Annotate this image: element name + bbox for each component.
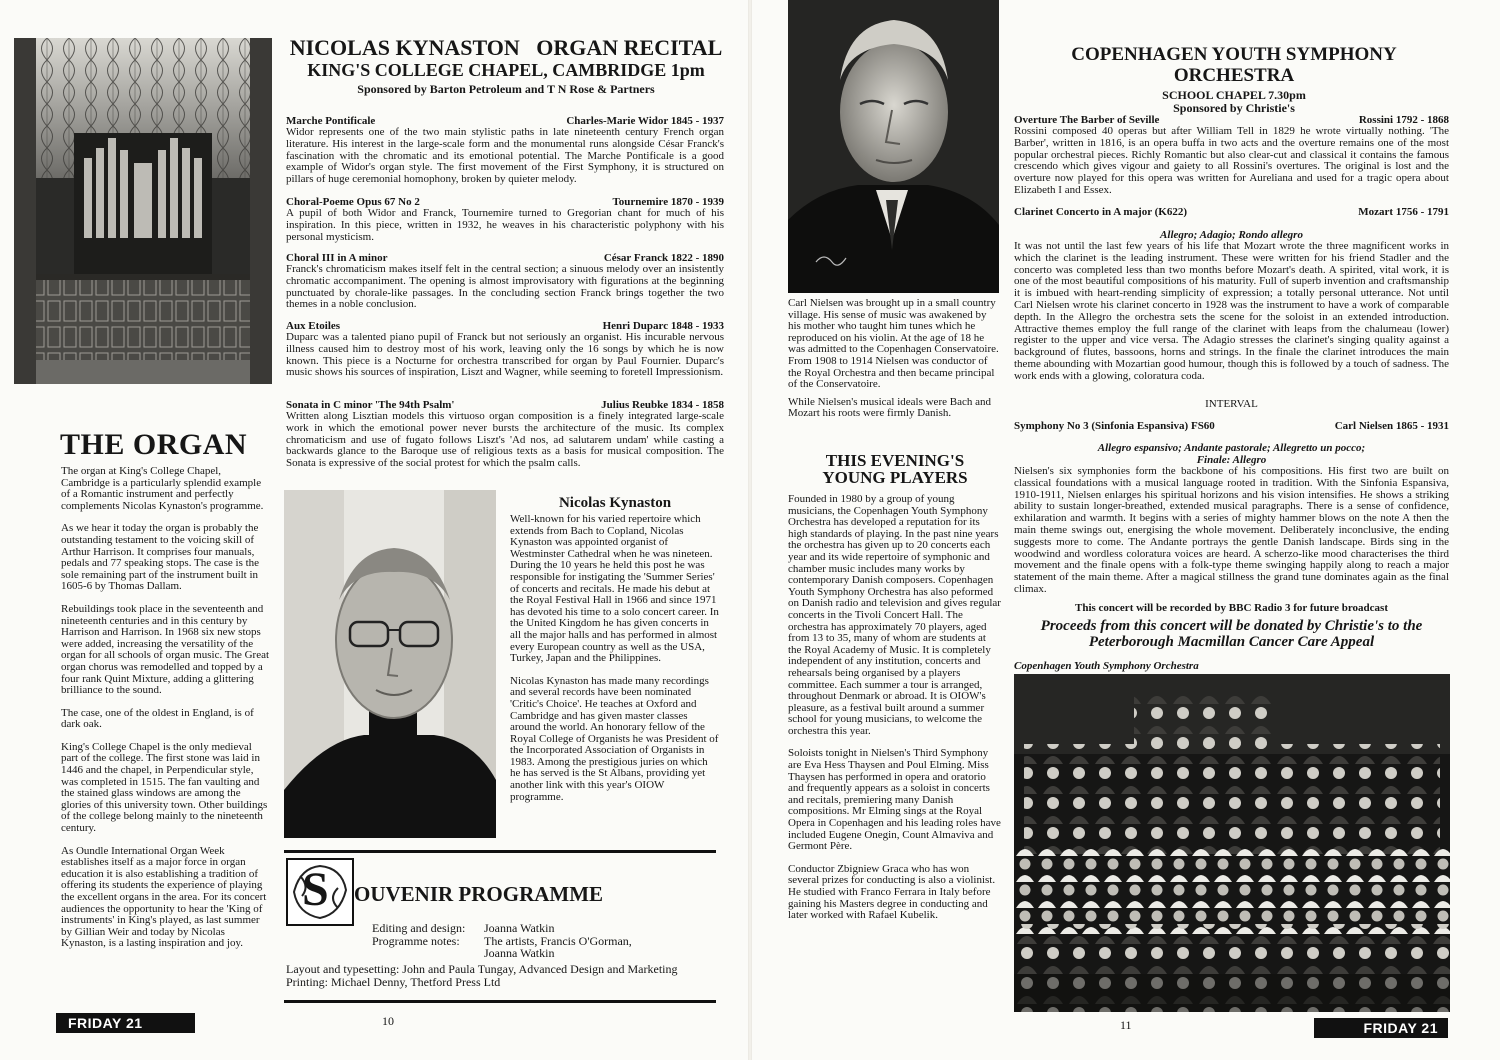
work-movements-2: Finale: Allegro xyxy=(1196,454,1267,466)
players-paragraph: Founded in 1980 by a group of young musicians, the Copenhagen Youth Symphony Orchestra has developed a reputation for its high standards of playing. In the past nine years the orchestra has given up to 20 concerts each year and its wide repertoire of symphonic and chamber music includes many works by contemporary Danish composers. Copenhagen Youth Symphony Orchestra has also peformed on Danish radio and television and gives regular concerts in the Tivoli Concert Hall. The orchestra has approximately 70 players, aged from 13 to 35, many of whom are students at the Royal Academy of Music. It is completely independent of any institution, concerts and rehearsals being organised by a players committee. Each summer a tour is arranged, throughout Denmark or abroad. It is OIOW's pleasure, as a festival built around a summer school for young musicians, to welcome the orchestra this year. xyxy=(788,493,1001,737)
souvenir-layout-credit: Layout and typesetting: John and Paula Tungay, Advanced Design and Marketing xyxy=(286,962,678,976)
piece-aux-etoiles xyxy=(286,320,724,379)
piece-choral-iii xyxy=(286,252,724,311)
organ-paragraph: As Oundle International Organ Week establishes itself as a major force in organ education it is also establishing a tradition of offering its students the experience of playing the excellent organs in the area. For its concert audiences the opportunity to hear the 'King of instruments' in King's played, as last summer by Gillian Weir and today by Nicolas Kynaston, is a lasting inspiration and joy. xyxy=(61,844,267,950)
piece-notes: Widor represents one of the two main stylistic paths in late nineteenth century French organ literature. His interest in the large-scale form and the monumental runs alongside César Franck's fascination with the chromatic and its emotional potential. The Marche Pontificale is a good example of Widor's organ style. The first movement of the First Symphony, it is structured on pillars of huge ceremonial homophony, broken by quieter melody. xyxy=(286,126,724,186)
organ-paragraph: King's College Chapel is the only medieval part of the college. The first stone was laid in 1446 and the chapel, in Perpendicular style, was completed in 1515. The fan vaulting and the stained glass windows are among the glories of this university town. Other buildings of the college belong mainly to the nineteenth century. xyxy=(61,740,268,835)
right-page xyxy=(752,0,1500,1060)
recital-header xyxy=(280,36,732,97)
concert-title-line-2: ORCHESTRA xyxy=(1173,65,1295,86)
work-title: Symphony No 3 (Sinfonia Espansiva) FS60 xyxy=(1014,420,1215,432)
piece-title: Choral III in A minor xyxy=(286,252,388,264)
organ-heading: THE ORGAN xyxy=(60,428,248,461)
piece-composer: Charles-Marie Widor 1845 - 1937 xyxy=(566,115,724,127)
work-composer: Mozart 1756 - 1791 xyxy=(1358,206,1449,218)
souvenir-top-rule xyxy=(284,850,716,853)
piece-composer: César Franck 1822 - 1890 xyxy=(603,252,724,264)
souvenir-bottom-rule xyxy=(284,1000,716,1003)
nielsen-caption-paragraph: Carl Nielsen was brought up in a small country village. His sense of music was awakened by his mother who taught him tunes which he reproduced on his violin. At the age of 18 he was admitted to the Copenhagen Conservatoire. From 1908 to 1914 Nielsen was conductor of the Royal Orchestra and then became principal of the Conservatoire. xyxy=(788,297,999,391)
proceeds-line-1: Proceeds from this concert will be donated by Christie's to the xyxy=(1040,618,1423,634)
souvenir-initial-letter: S xyxy=(302,863,329,916)
piece-composer: Henri Duparc 1848 - 1933 xyxy=(602,320,724,332)
work-notes: Rossini composed 40 operas but after William Tell in 1829 he wrote virtually nothing. 'The Barber', written in 1816, is an opera buffa in two acts and the overture remains one of the most popular orchestral pieces. Richly Romantic but also clear-cut and classical it contains the famous crescendo which gives vigour and gaiety to all Rossini's overtures. The original is lost and the overture now played for this opera was written for Aureliana and used for a tragic opera about Elizabeth I and Essex. xyxy=(1014,125,1449,196)
orchestra-group-photo xyxy=(1014,674,1450,1012)
notes-value-2: Joanna Watkin xyxy=(484,946,555,960)
players-paragraph: Conductor Zbigniew Graca who has won several prizes for conducting is also a violinist. He studied with Franco Ferrara in Italy before gaining his Masters degree in conducting and later worked with Rafael Kubelik. xyxy=(788,862,996,922)
souvenir-heading: OUVENIR PROGRAMME xyxy=(354,882,604,906)
notes-label: Programme notes: xyxy=(372,933,460,948)
concert-venue: SCHOOL CHAPEL 7.30pm xyxy=(1162,88,1306,102)
kynaston-portrait xyxy=(284,490,496,838)
work-symphony-3 xyxy=(1014,420,1449,596)
left-footer-day-band: FRIDAY 21 xyxy=(56,1013,195,1033)
work-composer: Carl Nielsen 1865 - 1931 xyxy=(1334,420,1449,432)
nielsen-caption-paragraph: While Nielsen's musical ideals were Bach and Mozart his roots were firmly Danish. xyxy=(788,395,991,420)
orchestra-photo-caption: Copenhagen Youth Symphony Orchestra xyxy=(1014,660,1199,672)
souvenir-initial xyxy=(286,858,354,926)
piece-notes: Franck's chromaticism makes itself felt in the central section; a sinuous melody over an insistently chromatic accompaniment. The opening is almost improvisatory with figurations at the beginning punctuated by chorale-like passages. In the concluding section Franck brings together the two themes in a noble conclusion. xyxy=(286,263,724,311)
recital-sponsor: Sponsored by Barton Petroleum and T N Rose & Partners xyxy=(357,82,655,96)
piece-title: Aux Etoiles xyxy=(286,320,341,332)
left-page-number: 10 xyxy=(382,1014,394,1028)
editing-value: Joanna Watkin xyxy=(484,921,555,935)
souvenir-credits xyxy=(372,922,722,960)
work-movements: Allegro espansivo; Andante pastorale; Allegretto un pocco; xyxy=(1097,442,1366,454)
young-players-article xyxy=(788,494,1002,922)
kynaston-bio xyxy=(510,514,720,803)
organ-paragraph: The organ at King's College Chapel, Cambridge is a particularly splendid example of a Romantic instrument and perfectly complements Nicolas Kynaston's programme. xyxy=(61,465,264,512)
recital-venue: KING'S COLLEGE CHAPEL, CAMBRIDGE 1pm xyxy=(307,60,705,80)
young-players-heading xyxy=(788,452,1002,486)
notes-value: The artists, Francis O'Gorman, xyxy=(484,933,632,948)
piece-title: Marche Pontificale xyxy=(286,115,376,127)
kynaston-paragraph: Well-known for his varied repertoire which extends from Bach to Copland, Nicolas Kynaston was appointed organist of Westminster Cathedral when he was nineteen. During the 10 years he held this post he was responsible for instigating the 'Summer Series' of concerts and recitals. He made his debut at the Royal Festival Hall in 1966 and since 1971 has devoted his time to a solo concert career. In the United Kingdom he has given concerts in all the major halls and has performed in almost every European country as well as the USA, Turkey, Japan and the Philippines. xyxy=(510,513,719,665)
piece-choral-poeme xyxy=(286,196,724,243)
work-title: Overture The Barber of Seville xyxy=(1014,114,1160,126)
left-page xyxy=(0,0,748,1060)
chapel-organ-photo xyxy=(14,38,272,384)
proceeds-note xyxy=(1014,618,1449,650)
work-notes: Nielsen's six symphonies form the backbone of his compositions. His first two are built on classical foundations with a musical language rooted in tradition. With the Sinfonia Espansiva, 1910-1911, Nielsen enlarges his spiritual horizons and his vision intensifies. He shows a striking ability to sustain longer-breathed, extended musical paragraphs. There is a sense of confidence, exhilaration and warmth. It begins with a series of mighty hammer blows on the note A then the main theme swings out, energising the whole movement. Deliberately inconclusive, the ending suggests more to come. The Andante portrays the gentle Danish landscape. Birds sing in the woodwind and wordless coloratura voices are heard. A scherzo-like mood characterises the third movement and the finale opens with a folk-type theme swinging happily along to reach a major statement of the main theme. After a magical stillness the grand tune dominates again as the final climax. xyxy=(1014,465,1449,595)
editing-label: Editing and design: xyxy=(372,921,466,935)
piece-title: Sonata in C minor 'The 94th Psalm' xyxy=(286,399,455,411)
organ-article xyxy=(61,466,271,950)
proceeds-line-2: Peterborough Macmillan Cancer Care Appeal xyxy=(1088,634,1375,650)
work-composer: Rossini 1792 - 1868 xyxy=(1358,114,1449,126)
concert-header xyxy=(1014,44,1454,115)
recital-title: NICOLAS KYNASTON ORGAN RECITAL xyxy=(289,35,723,60)
young-players-heading-line-1: THIS EVENING'S xyxy=(825,451,965,470)
kynaston-heading: Nicolas Kynaston xyxy=(558,495,672,511)
right-footer-day-band: FRIDAY 21 xyxy=(1314,1018,1448,1038)
right-page-number: 11 xyxy=(1120,1018,1132,1032)
piece-notes: Written along Lisztian models this virtuoso organ composition is a finely integrated large-scale work in which the emotional power never bursts the architecture of the music. Its complex chromaticism and use of fugato follows Liszt's 'Ad nos, ad salutarem undam' while casting a backwards glance to the Baroque use of religious texts as a basis for musical composition. The Sonata is expressive of the social protest for which the psalm calls. xyxy=(286,410,724,470)
work-barber-overture xyxy=(1014,114,1449,197)
broadcast-note: This concert will be recorded by BBC Radio 3 for future broadcast xyxy=(1075,602,1388,614)
concert-title-line-1: COPENHAGEN YOUTH SYMPHONY xyxy=(1071,44,1397,65)
piece-marche xyxy=(286,115,724,186)
concert-sponsor: Sponsored by Christie's xyxy=(1173,101,1295,115)
piece-title: Choral-Poeme Opus 67 No 2 xyxy=(286,196,420,208)
piece-composer: Julius Reubke 1834 - 1858 xyxy=(601,399,724,411)
work-movements: Allegro; Adagio; Rondo allegro xyxy=(1160,229,1303,241)
piece-sonata xyxy=(286,399,724,470)
nielsen-caption xyxy=(788,298,1002,420)
players-paragraph: Soloists tonight in Nielsen's Third Symphony are Eva Hess Thaysen and Poul Elming. Miss Thaysen has performed in opera and oratorio and frequently appears as a soloist in concerts and recitals, premiering many Danish compositions. Mr Elming sings at the Royal Opera in Copenhagen and his leading roles have included Eugene Onegin, Count Almaviva and Germont Père. xyxy=(788,747,1001,853)
organ-paragraph: Rebuildings took place in the seventeenth and nineteenth centuries and in this century by Harrison and Harrison. In 1968 six new stops were added, increasing the versatility of the organ for all schools of organ music. The Great organ chorus was remodelled and topped by a four rank Quint Mixture, adding a glittering brilliance to the sound. xyxy=(61,602,270,697)
work-clarinet-concerto xyxy=(1014,206,1449,383)
piece-composer: Tournemire 1870 - 1939 xyxy=(612,196,724,208)
kynaston-paragraph: Nicolas Kynaston has made many recordings and several records have been nominated 'Critic's Choice'. He teaches at Oxford and Cambridge and has given master classes around the world. An honorary fellow of the Royal College of Organists he was President of the Incorporated Association of Organists in 1983. Among the prestigious juries on which he has served is the St Albans, providing yet another link with this year's OIOW programme. xyxy=(510,674,719,803)
souvenir-printing-credit: Printing: Michael Denny, Thetford Press Ltd xyxy=(286,975,501,989)
piece-notes: A pupil of both Widor and Franck, Tournemire turned to Gregorian chant for much of his inspiration. In this piece, written in 1932, he weaves in his characteristic polyphony with his personal mysticism. xyxy=(286,207,724,243)
organ-paragraph: The case, one of the oldest in England, is of dark oak. xyxy=(61,706,254,731)
carl-nielsen-portrait xyxy=(788,0,999,293)
young-players-heading-line-2: YOUNG PLAYERS xyxy=(822,468,968,487)
work-notes: It was not until the last few years of his life that Mozart wrote the three magnificent works in which the clarinet is the leading instrument. These were written for his friend Stadler and the concerto was completed less than two months before Mozart's death. A spirited, vital work, it is one of the most beautiful compositions of his maturity. Full of superb invention and craftsmanship it is imbued with heart-rending simplicity of expression; a totally personal utterance. Not until Carl Nielsen wrote his clarinet concerto in 1928 was the instrument to have a work of comparable depth. In the Allegro the orchestra sets the scene for the soloist in an extended introduction. Attractive themes employ the full range of the clarinet with leaps from the chalumeau (lower) register to the upper and vice versa. The Adagio stresses the clarinet's singing quality against a background of flutes, bassoons, horns and strings. In the finale the clarinet introduces the main theme abounding with Mozartian good humour, though this is followed by a touch of sadness. The work ends with a glowing, coloratura coda. xyxy=(1014,240,1449,382)
work-title: Clarinet Concerto in A major (K622) xyxy=(1014,206,1188,218)
piece-notes: Duparc was a talented piano pupil of Franck but not seriously an organist. His incurable nervous illness caused him to destroy most of his work, leaving only the 16 songs by which he is now known. This piece is a Nocturne for orchestra transcribed for organ by Paul Fournier. Duparc's music shows his sources of inspiration, Liszt and Wagner, while seeming to foretell Impressionism. xyxy=(286,331,724,379)
interval-label: INTERVAL xyxy=(1205,398,1258,410)
organ-paragraph: As we hear it today the organ is probably the outstanding testament to the voicing skill of Arthur Harrison. It comprises four manuals, pedals and 77 speaking stops. The case is the sole remaining part of the instrument built in 1605-6 by Thomas Dallam. xyxy=(61,522,260,593)
